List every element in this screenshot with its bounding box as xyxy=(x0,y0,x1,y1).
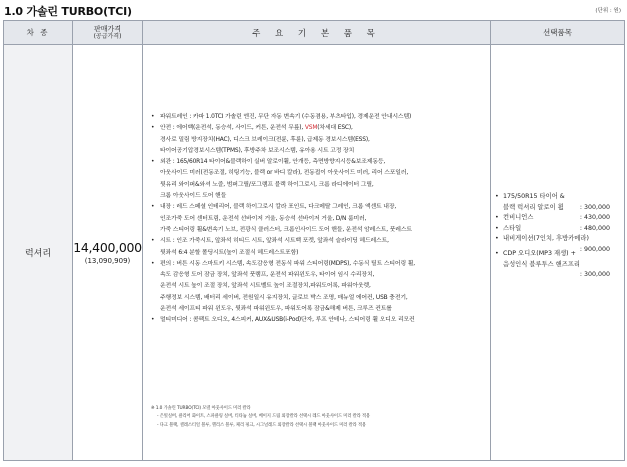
options-list xyxy=(495,192,620,279)
item-text: 내장 : 레드 스페셜 인테리어, 블랙 하이그로시 칼라 포인트, 다크메탈 그레인, 크롬 액센트 내장, xyxy=(160,204,397,211)
list-item xyxy=(151,157,486,168)
list-item xyxy=(151,123,486,134)
option-price: : 480,000 xyxy=(579,224,610,232)
bullet-mark: • xyxy=(151,260,155,267)
list-item xyxy=(151,180,486,191)
price-table xyxy=(3,20,625,461)
option-name: 컨비니언스 xyxy=(503,214,534,222)
option-price: : 900,000 xyxy=(579,245,610,253)
list-item xyxy=(151,146,486,157)
option-name: 블랙 럭셔리 알로이 휠 xyxy=(503,203,564,211)
note-line: - 은빛실버, 클리어 화이트, 스파클링 실버, 티타늄 실버, 베이지 드림 외장칼라 선택시 레드 아웃사이드 미러 칼라 적용 xyxy=(157,414,371,420)
list-item xyxy=(151,214,486,225)
list-item xyxy=(151,270,486,281)
page-title: 1.0 가솔린 TURBO(TCI) xyxy=(4,5,132,18)
list-item xyxy=(151,293,486,304)
header-trim: 차 종 xyxy=(4,21,73,45)
option-item xyxy=(495,213,620,224)
bullet-mark: • xyxy=(495,214,499,222)
item-text: 크롬 아웃사이드 도어 핸들 xyxy=(160,193,227,200)
option-price: : 300,000 xyxy=(579,271,610,279)
item-text: 인조가죽 도어 센터트림, 운전석 선바이저 거울, 동승석 선바이저 거울, D/N 룸미러, xyxy=(160,215,367,222)
item-text: 시트 : 인조 가죽시트, 앞좌석 히티드 시트, 앞좌석 시트백 포켓, 앞좌석 슬라이딩 헤드레스트, xyxy=(160,238,389,245)
item-text: 타이어공기압경보시스템(TPMS), 후방주차 보조시스템, 유아용 시트 고정 장치 xyxy=(160,147,355,154)
standard-items-list xyxy=(151,112,486,327)
option-item xyxy=(495,234,620,245)
item-text: 아웃사이드 미러(전동조절, 히팅기능, 블랙 or 바디 칼라), 전동접이 아웃사이드 미러, 리어 스포일러, xyxy=(160,170,409,177)
item-text: 속도 감응형 도어 잠금 장치, 앞좌석 풋램프, 운전석 파워윈도우, 타이어 임시 수리장치, xyxy=(160,272,375,279)
bullet-mark: • xyxy=(151,125,155,132)
option-price: : 300,000 xyxy=(579,203,610,211)
header-options: 선택품목 xyxy=(491,21,625,45)
item-text: 외관 : 165/60R14 타이어&블랙하이 실버 알로이휠, 안개등, 측면방향지시등&보조제동등, xyxy=(160,159,386,166)
option-name: 내비게이션(7인치, 후방카메라) xyxy=(503,235,589,243)
item-text-tail: (차세대 ESC), xyxy=(317,125,353,132)
list-item xyxy=(151,304,486,315)
note-line: - 다크 블랙, 셀레스티얼 블루, 헬리스 블루, 체리 핑크, 시그널레드 외장칼라 선택시 블랙 아웃사이드 미러 칼라 적용 xyxy=(157,422,367,428)
standard-items-cell xyxy=(143,45,491,461)
mirror-color-notes xyxy=(151,405,486,430)
options-cell xyxy=(491,45,625,461)
item-text: 파워트레인 : 카파 1.0TCI 가솔린 엔진, 무단 자동 변속기 (수동겸용, 부츠타입), 경제운전 안내시스템) xyxy=(160,114,412,120)
bullet-mark: • xyxy=(151,114,155,120)
header-price xyxy=(73,21,143,45)
table-header-row xyxy=(4,21,625,45)
bullet-mark: • xyxy=(151,238,155,245)
bullet-mark: • xyxy=(495,193,499,200)
bullet-mark: • xyxy=(151,159,155,166)
option-price: : 430,000 xyxy=(579,214,610,222)
list-item xyxy=(151,168,486,179)
item-text: 가죽 스티어링 휠&변속기 노브, 전광식 클러스터, 크롬인사이드 도어 핸들, 운전석 암레스트, 풋레스트 xyxy=(160,226,412,233)
header-price-label: 판매가격 xyxy=(93,24,122,33)
vsm-highlight: VSM xyxy=(304,125,318,132)
unit-label: (단위 : 원) xyxy=(595,8,621,14)
trim-name: 럭셔리 xyxy=(4,45,73,461)
list-item xyxy=(151,236,486,247)
table-row xyxy=(4,45,625,461)
bullet-mark: • xyxy=(495,224,499,232)
option-name: CDP 오디오(MP3 재생) + xyxy=(503,249,576,257)
supply-price: (13,090,909) xyxy=(84,257,131,265)
list-item xyxy=(151,225,486,236)
list-item xyxy=(151,135,486,146)
item-text: 멀티미디어 : 콤팩트 오디오, 4스피커, AUX&USB(i-Pod)단자, 루프 안테나, 스티어링 휠 오디오 리모컨 xyxy=(160,317,415,324)
list-item xyxy=(151,248,486,259)
bullet-mark: • xyxy=(151,317,155,324)
item-text: 안전 : 에어백(운전석, 동승석, 사이드, 커튼, 운전석 무릎), xyxy=(160,125,305,132)
list-item xyxy=(151,259,486,270)
item-text: 편의 : 버튼 시동 스마트키 시스템, 속도감응형 전동식 파워 스티어링(MDPS), 수동식 틸트 스티어링 휠, xyxy=(160,260,415,267)
note-line: ※ 1.0 가솔린 TURBO(TCI) 모델 아웃사이드 미러 칼라 xyxy=(151,406,251,411)
bullet-mark: • xyxy=(495,249,499,257)
option-name: 175/50R15 타이어 & xyxy=(503,193,565,200)
header-items: 주 요 기 본 품 목 xyxy=(143,21,491,45)
option-name: 스타일 xyxy=(503,224,522,232)
header-price-sub: (공급가격) xyxy=(93,32,122,40)
item-text: 뒷좌석 6:4 분할 폴딩시트(높이 조절식 헤드레스트포함) xyxy=(160,249,299,256)
item-text: 운전석 시트 높이 조절 장치, 앞좌석 시트벨트 높이 조절장치,파워도어록, 파워아웃렛, xyxy=(160,283,371,290)
option-item xyxy=(495,203,620,214)
item-text: 뒷유리 와이퍼&와셔 노즐, 범퍼그릴/포그램프 블랙 하이그로시, 크롬 라디에이터 그릴, xyxy=(160,181,374,188)
option-item xyxy=(495,224,620,235)
list-item xyxy=(151,202,486,213)
option-item xyxy=(495,249,620,260)
bullet-mark: • xyxy=(151,204,155,211)
sale-price: 14,400,000 xyxy=(73,240,142,255)
price-cell xyxy=(73,45,143,461)
list-item xyxy=(151,315,486,326)
list-item xyxy=(151,191,486,202)
list-item xyxy=(151,281,486,292)
bullet-mark: • xyxy=(495,235,499,243)
option-item xyxy=(495,260,620,271)
option-item xyxy=(495,192,620,203)
item-text: 주행정보 시스템, 배터리 세이버, 전원일시 유지장치, 글로브 박스 조명, 매뉴얼 에어컨, USB 충전기, xyxy=(160,294,408,301)
item-text: 경사로 밀림 방지장치(HAC), 디스크 브레이크(전륜, 후륜), 급제동 경보시스템(ESS), xyxy=(160,136,370,143)
option-name: 음성인식 블루투스 핸즈프리 xyxy=(503,260,580,268)
list-item xyxy=(151,112,486,123)
item-text: 운전석 세이프티 파워 윈도우, 뒷좌석 파워윈도우, 파워도어록 잠금&해제 버튼, 크루즈 컨트롤 xyxy=(160,306,392,313)
